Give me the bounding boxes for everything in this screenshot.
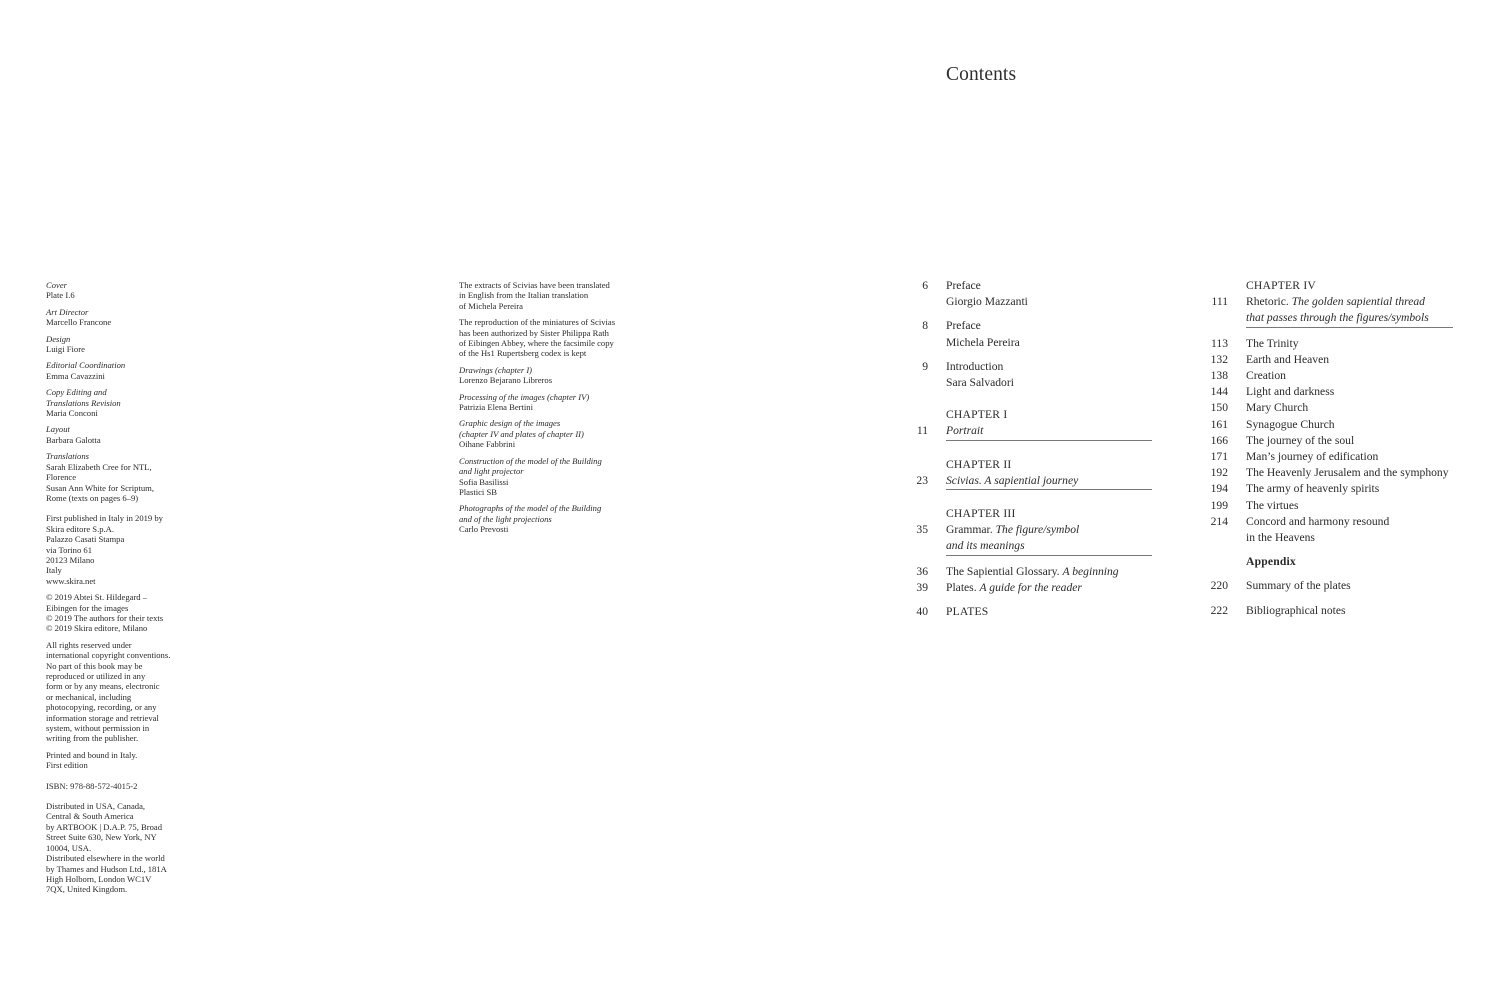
toc-entry-preface-mazzanti[interactable] (894, 278, 1159, 310)
page-number: 23 (916, 473, 928, 487)
entry-title: Concord and harmony resound (1246, 514, 1390, 528)
page-number: 113 (1211, 336, 1228, 350)
chapter-title-prefix: Grammar. (946, 523, 993, 537)
entry-title: The virtues (1246, 498, 1299, 512)
entry-title: PLATES (946, 605, 989, 619)
toc-chapter-4[interactable] (1194, 278, 1459, 328)
entry-author: Giorgio Mazzanti (946, 295, 1028, 309)
page-number: 166 (1210, 433, 1228, 447)
copyright-info: © 2019 Abtei St. Hildegard – Eibingen for the images © 2019 The authors for their texts © 2019 Skira editore, Milano (46, 592, 164, 634)
chapter-title-line2: and its meanings (946, 539, 1025, 553)
entry-title: Light and darkness (1246, 385, 1335, 399)
credit-art-director: Art Director Marcello Francone (46, 306, 112, 328)
credit-photographs: Photographs of the model of the Building and of the light projections Carlo Prevosti (459, 503, 602, 535)
page-number: 11 (916, 424, 928, 438)
page-number: 132 (1210, 352, 1228, 366)
credit-cover: Cover Plate I.6 (46, 280, 75, 301)
credit-copy-editing: Copy Editing and Translations Revision Maria Conconi (46, 387, 121, 419)
chapter-title-prefix: Rhetoric. (1246, 295, 1289, 309)
page-number: 6 (922, 279, 928, 292)
page-number: 222 (1210, 603, 1228, 617)
toc-entry-introduction[interactable] (894, 359, 1159, 391)
page-number: 8 (922, 319, 928, 333)
entry-title: Synagogue Church (1246, 417, 1335, 431)
toc-chapter-3[interactable] (894, 506, 1159, 556)
toc-entry[interactable] (1194, 465, 1459, 481)
page-number: 111 (1211, 295, 1228, 309)
colophon-production-credits (459, 280, 634, 541)
toc-entry[interactable] (1194, 498, 1459, 514)
entry-title: Summary of the plates (1246, 579, 1351, 593)
chapter-heading: CHAPTER III (946, 507, 1016, 521)
entry-title: Earth and Heaven (1246, 352, 1330, 366)
credit-layout: Layout Barbara Galotta (46, 424, 101, 445)
credit-translations: Translations Sarah Elizabeth Cree for NTL, Florence Susan Ann White for Scriptum, Rome (texts on pages 6–9) (46, 451, 154, 503)
entry-author: Michela Pereira (946, 335, 1020, 349)
toc-entry[interactable] (1194, 368, 1459, 384)
entry-title: Creation (1246, 369, 1286, 383)
toc-entry-plates[interactable] (894, 604, 1159, 620)
toc-chapter-2[interactable] (894, 457, 1159, 490)
entry-title: The army of heavenly spirits (1246, 482, 1380, 496)
toc-entry[interactable] (1194, 417, 1459, 433)
entry-title-prefix: Plates. (946, 580, 977, 594)
toc-entry-plates-guide[interactable] (894, 580, 1159, 596)
chapter-heading: CHAPTER I (946, 408, 1008, 422)
credit-image-processing: Processing of the images (chapter IV) Patrizia Elena Bertini (459, 391, 590, 413)
credit-graphic-design: Graphic design of the images (chapter IV and plates of chapter II) Oihane Fabbrini (459, 418, 584, 450)
chapter-title: The figure/symbol (995, 523, 1080, 537)
toc-entry-glossary[interactable] (894, 564, 1159, 580)
entry-title-prefix: The Sapiential Glossary. (946, 564, 1060, 578)
toc-appendix (1194, 554, 1459, 570)
translation-note: The extracts of Scivias have been translated in English from the Italian translation of Michela Pereira (459, 280, 610, 311)
toc-entry-bibliographical-notes[interactable] (1194, 603, 1459, 619)
entry-title: The Trinity (1246, 336, 1299, 350)
publisher-info: First published in Italy in 2019 by Skira editore S.p.A. Palazzo Casati Stampa via Torino 61 20123 Milano Italy www.skira.net (46, 513, 163, 586)
entry-title: The Heavenly Jerusalem and the symphony (1246, 466, 1449, 480)
toc-entry[interactable] (1194, 449, 1459, 465)
chapter-4-entries (1194, 336, 1459, 547)
entry-title: Mary Church (1246, 401, 1309, 415)
page-number: 194 (1210, 482, 1228, 496)
toc-entry[interactable] (1194, 514, 1459, 546)
entry-title: Bibliographical notes (1246, 603, 1346, 617)
page-number: 220 (1210, 579, 1228, 593)
page-number: 150 (1210, 401, 1228, 415)
toc-entry[interactable] (1194, 433, 1459, 449)
colophon-credits (46, 280, 186, 901)
distribution-info: Distributed in USA, Canada, Central & South America by ARTBOOK | D.A.P. 75, Broad Street Suite 630, New York, NY 10004, USA. Distributed elsewhere in the world by Thames and Hudson Ltd., 181A High Holborn, London WC1V 7QX, United Kingdom. (46, 801, 167, 895)
page-number: 199 (1210, 498, 1228, 512)
chapter-title: Scivias. A sapiential journey (946, 473, 1079, 487)
rights-notice: All rights reserved under international copyright conventions. No part of this book may be reproduced or utilized in any form or by any means, electronic or mechanical, including photocopying, recording, or any information storage and retrieval system, without permission in writing from the publisher. (46, 639, 171, 744)
reproduction-note: The reproduction of the miniatures of Scivias has been authorized by Sister Philippa Rath of Eibingen Abbey, where the facsimile copy of the Hs1 Rupertsberg codex is kept (459, 317, 616, 359)
toc-entry[interactable] (1194, 400, 1459, 416)
contents-title: Contents (946, 64, 1017, 85)
entry-title-line2: in the Heavens (1246, 531, 1315, 545)
page-number: 36 (916, 564, 928, 578)
page-number: 214 (1210, 514, 1228, 528)
chapter-heading: CHAPTER II (946, 457, 1012, 471)
entry-title: A guide for the reader (979, 580, 1082, 594)
toc-entry[interactable] (1194, 352, 1459, 368)
page-number: 39 (916, 580, 928, 594)
credit-model-construction: Construction of the model of the Building and light projector Sofia Basilissi Plastici SB (459, 455, 602, 497)
page-number: 144 (1210, 385, 1228, 399)
entry-title: The journey of the soul (1246, 433, 1355, 447)
toc-chapter-1[interactable] (894, 407, 1159, 440)
toc-left-column (894, 278, 1159, 620)
page-number: 40 (916, 605, 928, 619)
credit-drawings: Drawings (chapter I) Lorenzo Bejarano Libreros (459, 364, 553, 386)
chapter-title: The golden sapiential thread (1291, 295, 1425, 309)
chapter-title: Portrait (946, 424, 984, 438)
chapter-heading: CHAPTER IV (1246, 279, 1316, 292)
page-number: 9 (922, 359, 928, 373)
isbn: ISBN: 978-88-572-4015-2 (46, 780, 138, 791)
entry-author: Sara Salvadori (946, 376, 1014, 390)
entry-title: Man’s journey of edification (1246, 450, 1379, 464)
entry-title: Preface (946, 319, 981, 333)
page-number: 161 (1210, 417, 1228, 431)
entry-title: A beginning (1062, 564, 1119, 578)
toc-entry-preface-pereira[interactable] (894, 318, 1159, 350)
printed-info: Printed and bound in Italy. First edition (46, 749, 138, 771)
page-number: 192 (1210, 466, 1228, 480)
chapter-title-line2: that passes through the figures/symbols (1246, 311, 1429, 325)
toc-entry[interactable] (1194, 336, 1459, 352)
credit-design: Design Luigi Fiore (46, 333, 85, 355)
toc-entry-summary-plates[interactable] (1194, 578, 1459, 594)
page-number: 171 (1210, 450, 1228, 464)
entry-title: Preface (946, 279, 981, 292)
page-number: 138 (1210, 369, 1228, 383)
appendix-heading: Appendix (1246, 555, 1296, 569)
entry-title: Introduction (946, 359, 1004, 373)
credit-editorial: Editorial Coordination Emma Cavazzini (46, 360, 126, 381)
toc-entry[interactable] (1194, 384, 1459, 400)
toc-right-column (1194, 278, 1459, 619)
toc-entry[interactable] (1194, 481, 1459, 497)
page-number: 35 (916, 523, 928, 537)
